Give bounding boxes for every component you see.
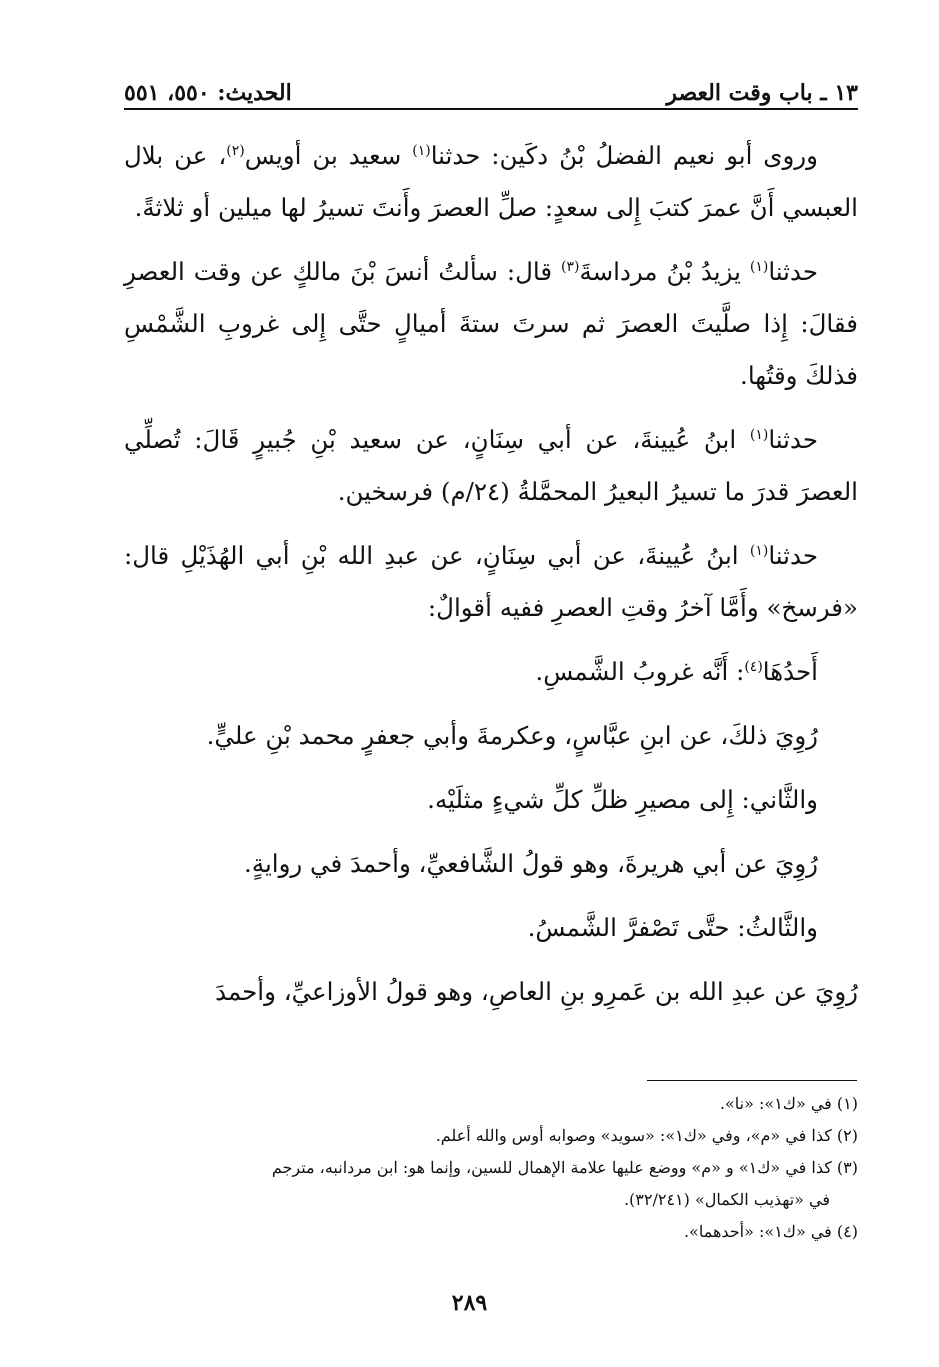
paragraph: والثَّالثُ: حتَّى تَصْفرَّ الشَّمسُ. (527, 913, 818, 942)
paragraph: حدثنا$^{(١)}$ ابنُ عُيينةَ، عن أبي سِنَانٍ، عن سعيد بْنِ جُبيرٍ قَالَ: تُصلِّي العصرَ قدرَ ما تسيرُ البعيرُ المحمَّلةُ (٢٤/م) فرسخين. (124, 425, 858, 506)
main-text (124, 130, 858, 1018)
footnote-marker: (٢) (226, 142, 245, 159)
header-divider (124, 108, 858, 110)
footnote-marker: (١) (412, 142, 431, 159)
footnote-marker: (١) (749, 258, 769, 275)
paragraph: وروى أبو نعيم الفضلُ بْنُ دكَين: حدثنا$^{(١)}$ سعيد بن أويس$^{(٢)}$، عن بلال العبسي أَنَّ عمرَ كتبَ إِلى سعدٍ: صلِّ العصرَ وأَنتَ تسيرُ لها ميلين أو ثلاثةً. (124, 141, 858, 222)
running-header (124, 66, 858, 106)
footnote: (١) في «ك١»: «نا». (719, 1094, 858, 1113)
footnote: (٤) في «ك١»: «أحدهما». (683, 1222, 858, 1241)
footnote-continuation: في «تهذيب الكمال» (٣٢/٢٤١). (623, 1190, 830, 1209)
paragraph: أَحدُهَا$^{(٤)}$: أَنَّه غروبُ الشَّمسِ. (535, 657, 818, 686)
footnote-marker: (٣) (561, 258, 580, 275)
paragraph: رُوِيَ عن أبي هريرةَ، وهو قولُ الشَّافعيِّ، وأحمدَ في روايةٍ. (244, 849, 818, 878)
footnote: (٢) كذا في «م»، وفي «ك١»: «سويد» وصوابه أوس والله أعلم. (435, 1126, 858, 1145)
footnote-divider (647, 1080, 857, 1081)
footnote-marker: (١) (749, 426, 769, 443)
paragraph: رُوِيَ عن عبدِ الله بن عَمرِو بنِ العاصِ، وهو قولُ الأوزاعيِّ، وأحمدَ (215, 977, 858, 1006)
footnotes (124, 1088, 858, 1248)
hadith-reference: الحديث: ٥٥٠، ٥٥١ (124, 80, 292, 106)
paragraph: والثَّاني: إِلى مصيرِ ظلِّ كلِّ شيءٍ مثلَيْه. (427, 785, 818, 814)
footnote-marker: (٤) (744, 658, 763, 675)
paragraph: حدثنا$^{(١)}$ ابنُ عُيينةَ، عن أبي سِنَانٍ، عن عبدِ الله بْنِ أبي الهُذَيْلِ قال: «فرسخ» وأَمَّا آخرُ وقتِ العصرِ ففيه أقوالٌ: (124, 541, 858, 622)
footnote: (٣) كذا في «ك١» و «م» ووضع عليها علامة الإهمال للسين، وإنما هو: ابن مردانبه، مترجم (271, 1158, 858, 1177)
paragraph: حدثنا$^{(١)}$ يزيدُ بْنُ مرداسةَ$^{(٣)}$ قال: سألتُ أنسَ بْنَ مالكٍ عن وقت العصرِ فقالَ: إِذا صلَّيتَ العصرَ ثم سرتَ ستةَ أميالٍ حتَّى إِلى غروبِ الشَّمْسِ فذلكَ وقتُها. (124, 257, 858, 390)
paragraph: رُوِيَ ذلكَ، عن ابنِ عبَّاسٍ، وعكرمةَ وأبي جعفرٍ محمد بْنِ عليٍّ. (206, 721, 818, 750)
page-number: ٢٨٩ (451, 1290, 488, 1316)
chapter-title: ١٣ ـ باب وقت العصر (666, 80, 858, 106)
footnote-marker: (١) (749, 542, 769, 559)
